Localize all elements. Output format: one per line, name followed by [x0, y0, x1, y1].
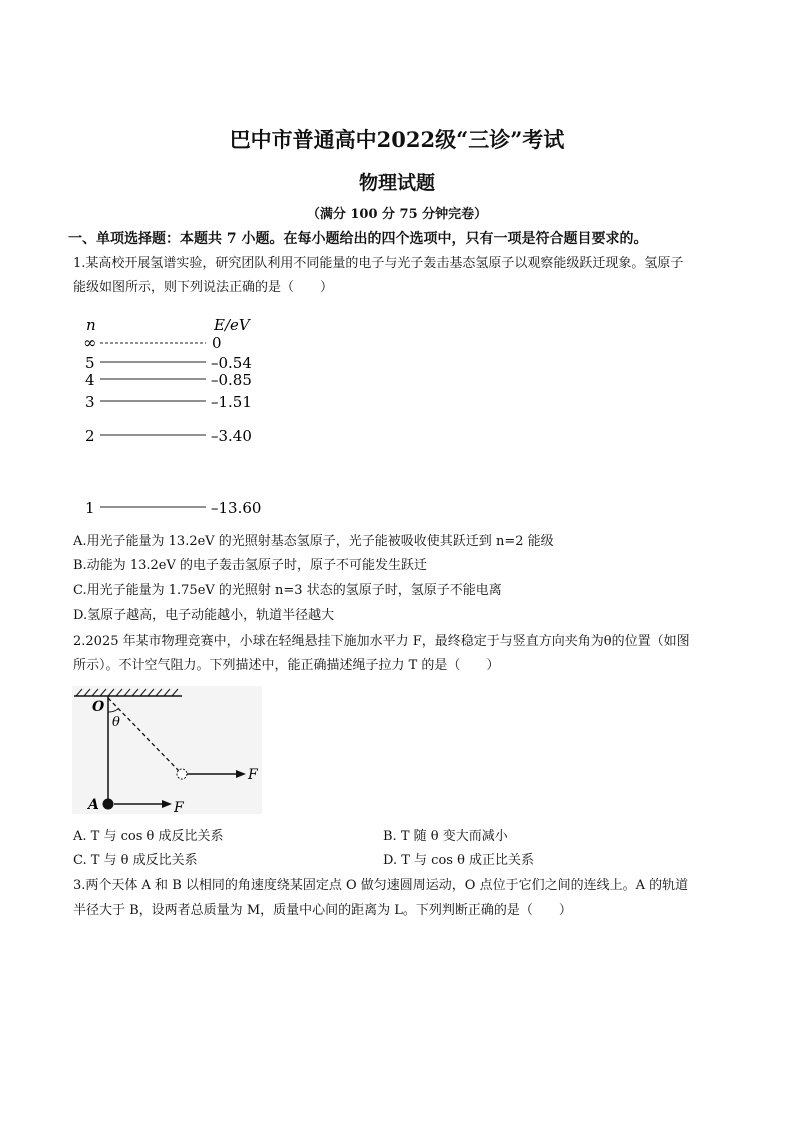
energy-axis-label: E/eV [214, 316, 250, 334]
q2-option-c: C. T 与 θ 成反比关系 [73, 853, 198, 868]
energy-level-diagram [78, 312, 278, 522]
q2-option-b: B. T 随 θ 变大而减小 [383, 829, 508, 844]
level-e-2: –3.40 [211, 427, 252, 445]
q1-option-d: D.氢原子越高，电子动能越小，轨道半径越大 [73, 608, 335, 623]
ball-a [103, 799, 114, 810]
level-n-inf: ∞ [83, 333, 97, 352]
q3-stem-line1: 3.两个天体 A 和 B 以相同的角速度绕某固定点 O 做匀速圆周运动，O 点位于它们之间的连线上。A 的轨道 [73, 878, 689, 893]
label-theta: θ [112, 715, 120, 730]
pendulum-diagram [72, 686, 262, 814]
level-e-4: –0.85 [211, 371, 252, 389]
q1-option-a: A.用光子能量为 13.2eV 的光照射基态氢原子，光子能被吸收使其跃迁到 n=2 能级 [73, 534, 554, 549]
q1-stem-line2: 能级如图所示，则下列说法正确的是（ ） [73, 280, 334, 295]
level-e-3: –1.51 [211, 393, 252, 411]
q2-stem-line1: 2.2025 年某市物理竞赛中，小球在轻绳悬挂下施加水平力 F，最终稳定于与竖直方向夹角为θ的位置（如图 [73, 634, 690, 649]
exam-title: 巴中市普通高中2022级“三诊”考试 [229, 127, 565, 152]
label-f-lower: F [174, 800, 184, 814]
q2-stem-line2: 所示）。不计空气阻力。下列描述中，能正确描述绳子拉力 T 的是（ ） [73, 658, 500, 673]
q1-option-b: B.动能为 13.2eV 的电子轰击氢原子时，原子不可能发生跃迁 [73, 558, 427, 573]
label-a: A [88, 797, 99, 813]
label-o: O [92, 699, 105, 715]
displaced-ball [177, 769, 187, 779]
level-e-5: –0.54 [211, 354, 252, 372]
q1-option-c: C.用光子能量为 1.75eV 的光照射 n=3 状态的氢原子时，氢原子不能电离 [73, 583, 502, 598]
level-n-5: 5 [85, 354, 95, 372]
level-n-1: 1 [85, 499, 95, 517]
q1-stem-line1: 1.某高校开展氢谱实验，研究团队利用不同能量的电子与光子轰击基态氢原子以观察能级跃迁现象。氢原子 [73, 256, 684, 271]
q2-option-a: A. T 与 cos θ 成反比关系 [73, 829, 224, 844]
subject-title: 物理试题 [358, 172, 435, 194]
q2-option-d: D. T 与 cos θ 成正比关系 [383, 853, 535, 868]
exam-meta: （满分 100 分 75 分钟完卷） [306, 207, 488, 222]
q3-stem-line2: 半径大于 B，设两者总质量为 M，质量中心间的距离为 L。下列判断正确的是（ ） [73, 903, 572, 918]
section-heading: 一、单项选择题：本题共 7 小题。在每小题给出的四个选项中，只有一项是符合题目要求的。 [68, 231, 648, 247]
level-n-4: 4 [85, 371, 95, 389]
label-f-upper: F [248, 767, 258, 783]
level-e-1: –13.60 [211, 499, 262, 517]
level-n-2: 2 [85, 427, 95, 445]
n-axis-label: n [86, 316, 96, 334]
level-n-3: 3 [85, 393, 95, 411]
level-e-inf: 0 [212, 334, 222, 352]
